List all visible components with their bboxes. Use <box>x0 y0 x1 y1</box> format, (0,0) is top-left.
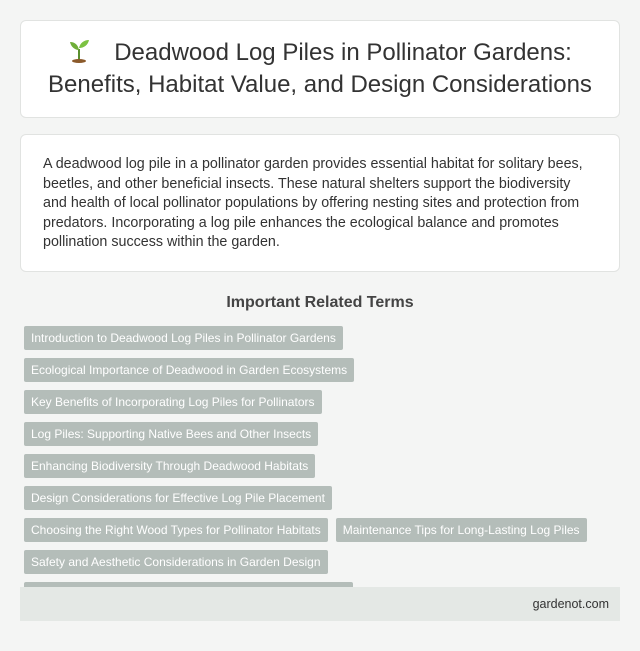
page-title-text: Deadwood Log Piles in Pollinator Gardens: Benefits, Habitat Value, and Design Considerations <box>48 39 592 98</box>
related-term-tag[interactable]: Introduction to Deadwood Log Piles in Pollinator Gardens <box>24 326 343 350</box>
related-term-tag[interactable]: Choosing the Right Wood Types for Pollinator Habitats <box>24 518 328 542</box>
footer-site-link[interactable]: gardenot.com <box>532 597 609 611</box>
related-term-tag[interactable]: Ecological Importance of Deadwood in Garden Ecosystems <box>24 358 354 382</box>
related-term-tag[interactable]: Log Piles: Supporting Native Bees and Other Insects <box>24 422 318 446</box>
footer <box>20 587 620 621</box>
related-term-tag[interactable]: Maintenance Tips for Long-Lasting Log Piles <box>336 518 587 542</box>
related-terms-heading: Important Related Terms <box>226 294 414 311</box>
page-title <box>45 37 595 101</box>
related-terms-list <box>20 326 620 606</box>
related-term-tag[interactable]: Design Considerations for Effective Log Pile Placement <box>24 486 332 510</box>
related-term-tag[interactable]: Safety and Aesthetic Considerations in Garden Design <box>24 550 328 574</box>
sprout-icon <box>68 39 90 63</box>
related-term-tag[interactable]: Key Benefits of Incorporating Log Piles for Pollinators <box>24 390 322 414</box>
related-term-tag[interactable]: Enhancing Biodiversity Through Deadwood Habitats <box>24 454 315 478</box>
summary-card <box>20 134 620 272</box>
title-card <box>20 20 620 118</box>
summary-text: A deadwood log pile in a pollinator garden provides essential habitat for solitary bees, beetles, and other beneficial insects. These natural shelters support the biodiversity and health of local pollinator populations by offering nesting sites and protection from predators. Incorporating a log pile enhances the ecological balance and promotes pollination success within the garden. <box>43 156 583 251</box>
